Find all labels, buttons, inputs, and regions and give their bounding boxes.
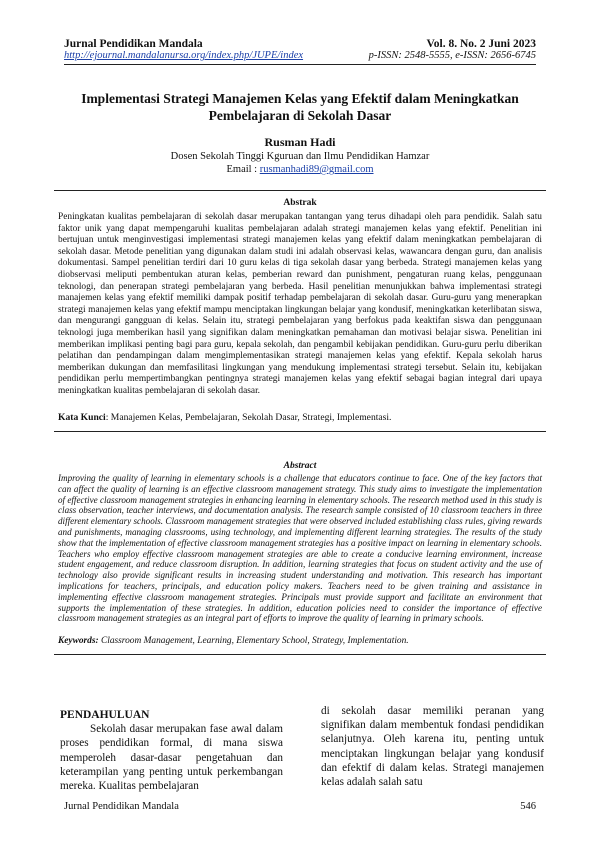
abstract-heading: Abstract [283, 461, 317, 471]
article-title [60, 90, 540, 124]
header-row-top [64, 38, 536, 50]
kata-kunci [58, 412, 542, 423]
running-header [64, 38, 536, 65]
header-divider [64, 64, 536, 65]
keywords-label: Keywords: [58, 636, 99, 647]
email-label: Email : [226, 164, 260, 175]
author-email [60, 164, 540, 175]
author-affiliation: Dosen Sekolah Tinggi Kguruan dan Ilmu Pendidikan Hamzar [170, 151, 430, 162]
header-row-bottom [64, 50, 536, 61]
section-heading: PENDAHULUAN [60, 709, 150, 721]
kata-kunci-label: Kata Kunci [58, 411, 106, 423]
journal-name: Jurnal Pendidikan Mandala [64, 38, 203, 50]
abstrak-section [54, 190, 546, 432]
running-footer [64, 801, 536, 812]
kata-kunci-values: : Manajemen Kelas, Pembelajaran, Sekolah Dasar, Strategi, Implementasi. [105, 411, 392, 423]
paragraph-right: di sekolah dasar memiliki peranan yang signifikan dalam membentuk fondasi pendidikan selanjutnya. Oleh karena itu, penting untuk menciptakan lingkungan belajar yang kondusif dan efektif di dalam kelas. Strategi manajemen kelas adalah salah satu [321, 705, 544, 789]
title-line-1: Implementasi Strategi Manajemen Kelas yang Efektif dalam Meningkatkan [81, 91, 519, 106]
body-columns [60, 704, 544, 793]
abstract-section [54, 461, 546, 655]
volume-issue: Vol. 8. No. 2 Juni 2023 [426, 38, 536, 50]
body-column-left [60, 704, 283, 793]
author-name: Rusman Hadi [264, 135, 336, 149]
journal-url-link[interactable]: http://ejournal.mandalanursa.org/index.php/JUPE/index [64, 50, 304, 61]
email-link[interactable]: rusmanhadi89@gmail.com [259, 164, 374, 175]
title-line-2: Pembelajaran di Sekolah Dasar [208, 108, 392, 123]
abstract-text: Improving the quality of learning in elementary schools is a challenge that educators continue to face. One of the key factors that can affect the quality of learning is an effective classroom management strategy. This study aims to investigate the implementation of effective classroom management strategies in enhancing learning in elementary schools. The research method used in this study is class observation, teacher interviews, and documentation analysis. The research sample consisted of 10 classroom teachers in three different elementary schools. Classroom management strategies that were observed included establishing class rules, giving rewards and punishments, managing classrooms, using technology, and implementing different learning strategies. The results of the study show that the implementation of effective classroom management strategies has a positive impact on learning in elementary schools. Teachers who employ effective classroom management strategies are able to create a conducive learning environment, increase student engagement, and reduce classroom disruption. In addition, learning strategies that focus on student activity and the use of technology also provide significant results in increasing student understanding and motivation. This research has important implications for teachers, principals, and education policy makers. Teachers need to be given training and assistance in implementing effective classroom management strategies. Principals must provide support and facilitate an environment that supports the implementation of these strategies. In addition, education policies need to consider the importance of effective classroom management strategies as an integral part of efforts to improve the quality of learning in primary schools. [58, 473, 542, 624]
body-column-right [321, 704, 544, 793]
abstrak-heading: Abstrak [283, 198, 317, 208]
abstrak-text: Peningkatan kualitas pembelajaran di sekolah dasar merupakan tantangan yang terus dihadapi oleh para pendidik. Salah satu faktor unik yang dapat mempengaruhi kualitas pembelajaran adalah strategi manajemen kelas yang efektif. Penelitian ini bertujuan untuk menginvestigasi implementasi strategi manajemen kelas yang efektif dalam meningkatkan pembelajaran di sekolah dasar. Metode penelitian yang digunakan dalam studi ini adalah observasi kelas, wawancara dengan guru, dan analisis dokumentasi. Sampel penelitian terdiri dari 10 guru kelas di tiga sekolah dasar yang berbeda. Strategi manajemen kelas yang diobservasi meliputi pembentukan aturan kelas, pemberian reward dan punishment, pengaturan ruang kelas, penggunaan teknologi, dan penerapan strategi pembelajaran yang berbeda. Hasil penelitian menunjukkan bahwa implementasi strategi manajemen kelas yang efektif memiliki dampak positif terhadap pembelajaran di sekolah dasar. Guru-guru yang menerapkan strategi manajemen kelas yang efektif mampu menciptakan lingkungan belajar yang kondusif, meningkatkan keterlibatan siswa, dan mengurangi gangguan di kelas. Selain itu, strategi pembelajaran yang berfokus pada keaktifan siswa dan penggunaan teknologi juga memberikan hasil yang signifikan dalam meningkatkan pemahaman dan motivasi belajar siswa. Penelitian ini memberikan implikasi penting bagi para guru, kepala sekolah, dan pengambil kebijakan pendidikan. Guru-guru perlu diberikan pelatihan dan pendampingan dalam mengimplementasikan strategi manajemen kelas yang efektif. Kepala sekolah harus memberikan dukungan dan memfasilitasi lingkungan yang mendukung implementasi strategi tersebut. Selain itu, kebijakan pendidikan perlu mempertimbangkan pentingnya strategi manajemen kelas yang efektif sebagai bagian integral dari upaya meningkatkan kualitas pembelajaran di sekolah dasar. [58, 212, 542, 396]
page-number: 546 [520, 801, 536, 812]
keywords [58, 636, 542, 646]
footer-journal-name: Jurnal Pendidikan Mandala [64, 801, 179, 812]
paragraph-left: Sekolah dasar merupakan fase awal dalam proses pendidikan formal, di mana siswa memperoleh dasar-dasar pengetahuan dan keterampilan yang penting untuk perkembangan mereka. Kualitas pembelajaran [60, 723, 283, 793]
keywords-values: Classroom Management, Learning, Elementary School, Strategy, Implementation. [98, 636, 409, 647]
issn-numbers: p-ISSN: 2548-5555, e-ISSN: 2656-6745 [368, 50, 536, 61]
